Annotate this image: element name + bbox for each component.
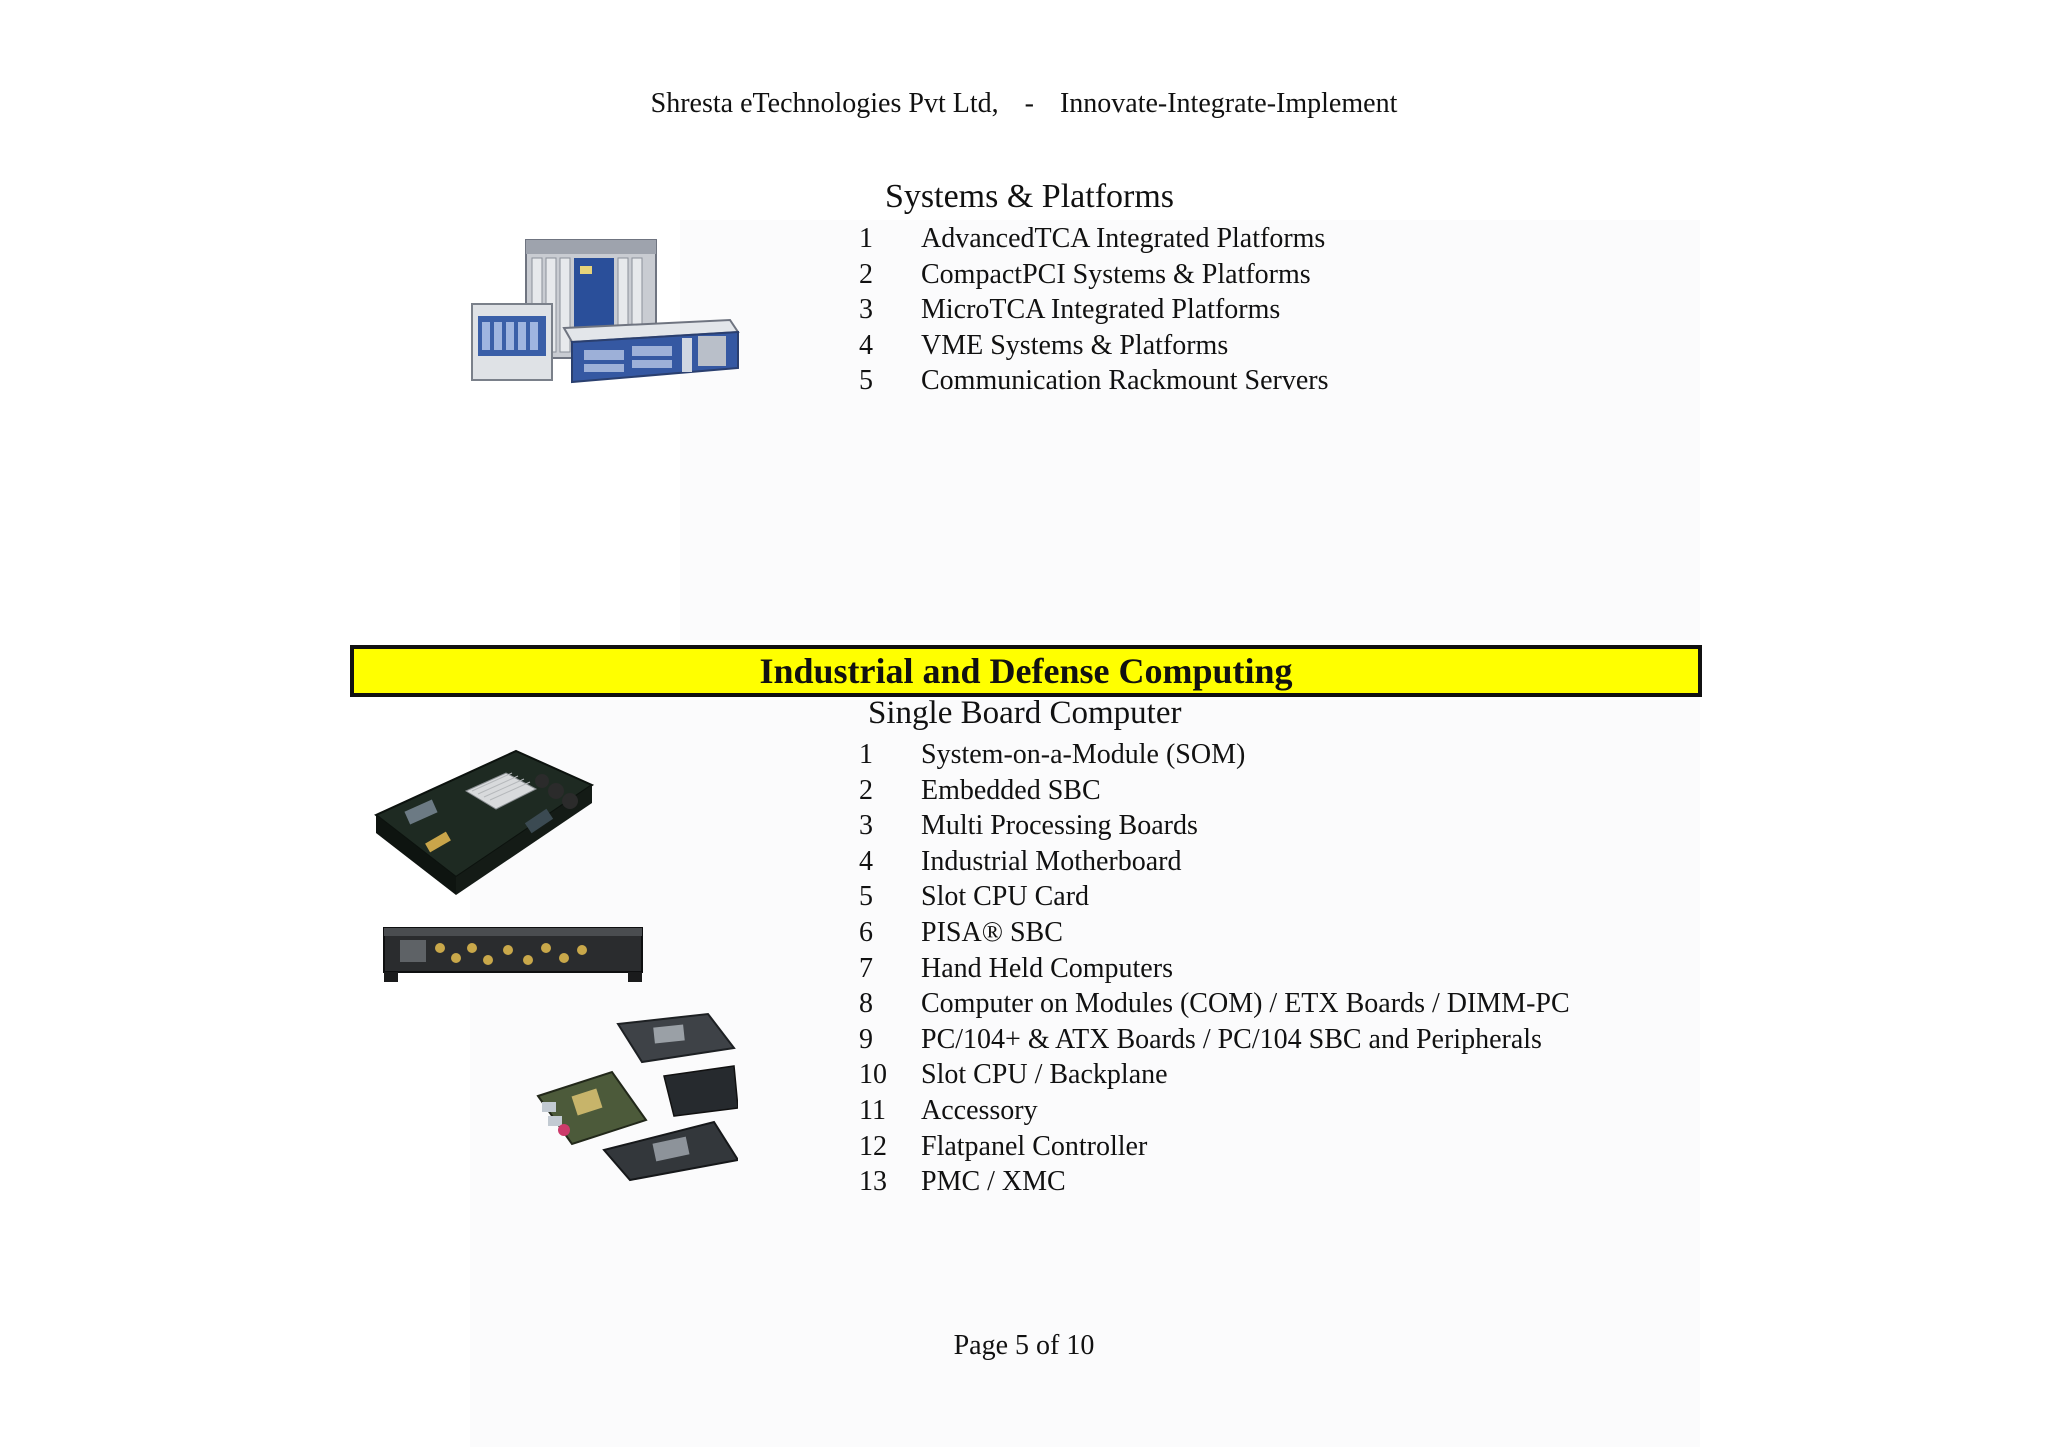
item-number: 5 — [859, 365, 873, 397]
item-number: 13 — [859, 1166, 887, 1198]
list-item — [859, 1057, 1570, 1093]
page-header — [0, 88, 2048, 120]
list-item — [859, 737, 1570, 773]
item-number: 4 — [859, 329, 873, 361]
list-item — [859, 328, 1329, 364]
single-board-computer-title: Single Board Computer — [868, 695, 1182, 731]
item-label: Communication Rackmount Servers — [921, 365, 1329, 397]
header-separator: - — [1024, 88, 1034, 119]
sbc-board-image — [366, 745, 596, 905]
slot-cpu-card-image — [378, 918, 648, 984]
item-number: 10 — [859, 1059, 887, 1091]
systems-platforms-list — [859, 221, 1329, 399]
list-item — [859, 257, 1329, 293]
computer-on-modules-image — [534, 1010, 738, 1182]
list-item — [859, 1129, 1570, 1165]
item-label: PMC / XMC — [921, 1166, 1066, 1198]
item-number: 2 — [859, 258, 873, 290]
item-label: VME Systems & Platforms — [921, 329, 1229, 361]
item-label: Multi Processing Boards — [921, 810, 1198, 842]
item-number: 7 — [859, 952, 873, 984]
list-item — [859, 363, 1329, 399]
list-item — [859, 292, 1329, 328]
item-number: 3 — [859, 810, 873, 842]
item-label: Flatpanel Controller — [921, 1130, 1148, 1162]
industrial-defense-banner: Industrial and Defense Computing — [350, 645, 1702, 697]
item-label: Slot CPU / Backplane — [921, 1059, 1168, 1091]
item-number: 1 — [859, 739, 873, 770]
item-label: Embedded SBC — [921, 774, 1101, 806]
list-item — [859, 986, 1570, 1022]
item-number: 9 — [859, 1023, 873, 1055]
list-item — [859, 221, 1329, 257]
list-item — [859, 951, 1570, 987]
list-item — [859, 808, 1570, 844]
item-number: 12 — [859, 1130, 887, 1162]
list-item — [859, 915, 1570, 951]
item-label: Hand Held Computers — [921, 952, 1173, 984]
list-item — [859, 1093, 1570, 1129]
list-item — [859, 773, 1570, 809]
list-item — [859, 844, 1570, 880]
systems-platforms-title: Systems & Platforms — [885, 178, 1175, 215]
item-number: 8 — [859, 988, 873, 1020]
item-label: Accessory — [921, 1094, 1038, 1126]
item-number: 5 — [859, 881, 873, 913]
item-label: PC/104+ & ATX Boards / PC/104 SBC and Peripherals — [921, 1023, 1542, 1055]
item-label: Computer on Modules (COM) / ETX Boards / DIMM-PC — [921, 988, 1570, 1020]
item-label: System-on-a-Module (SOM) — [921, 739, 1246, 770]
systems-platforms-image — [468, 232, 742, 392]
header-company: Shresta eTechnologies Pvt Ltd, — [650, 88, 999, 119]
header-tagline: Innovate-Integrate-Implement — [1059, 88, 1398, 119]
list-item — [859, 879, 1570, 915]
single-board-computer-list — [859, 737, 1570, 1200]
item-label: Industrial Motherboard — [921, 845, 1182, 877]
item-number: 11 — [859, 1094, 886, 1126]
item-number: 2 — [859, 774, 873, 806]
item-label: PISA® SBC — [921, 916, 1063, 948]
item-number: 3 — [859, 294, 873, 326]
item-number: 4 — [859, 845, 873, 877]
item-number: 6 — [859, 916, 873, 948]
item-number: 1 — [859, 223, 873, 254]
item-label: AdvancedTCA Integrated Platforms — [921, 223, 1326, 254]
list-item — [859, 1022, 1570, 1058]
item-label: Slot CPU Card — [921, 881, 1090, 913]
item-label: CompactPCI Systems & Platforms — [921, 258, 1311, 290]
list-item — [859, 1164, 1570, 1200]
item-label: MicroTCA Integrated Platforms — [921, 294, 1281, 326]
page-number: Page 5 of 10 — [953, 1330, 1095, 1361]
